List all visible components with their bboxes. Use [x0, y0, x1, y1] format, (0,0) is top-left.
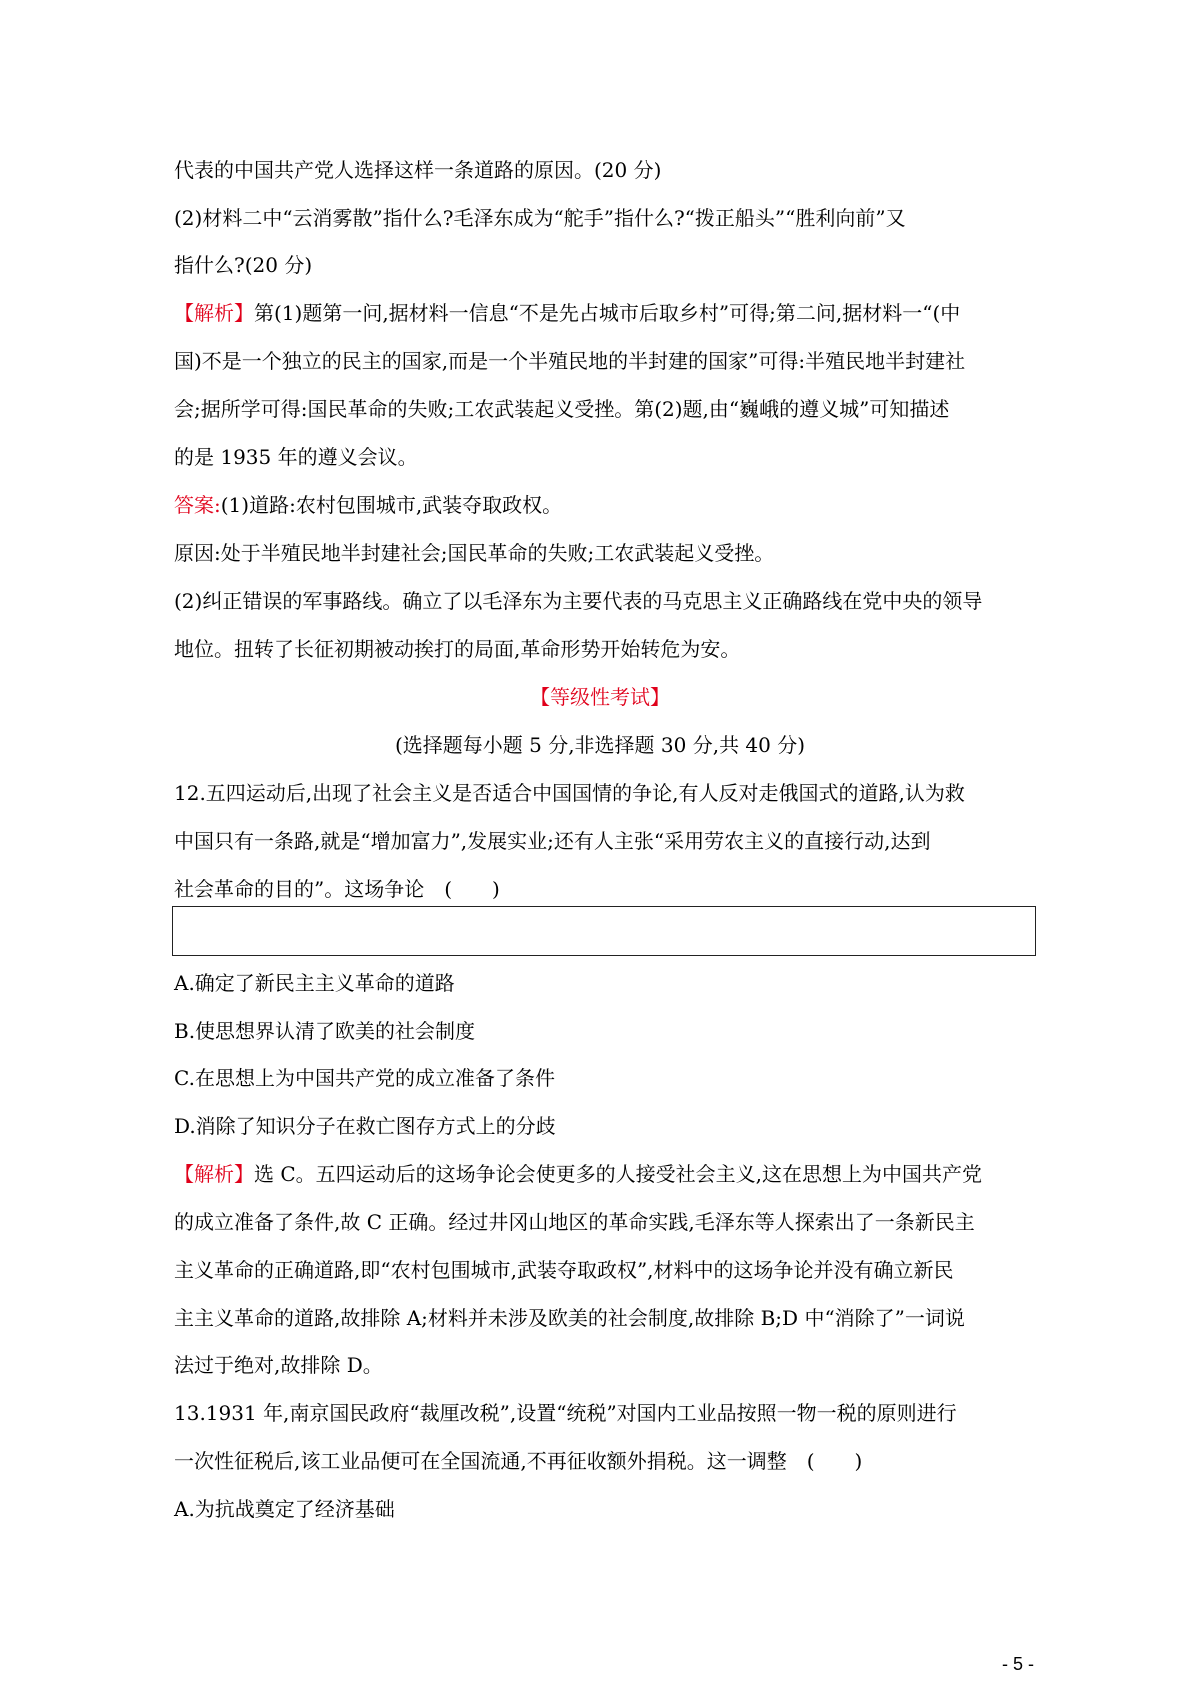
analysis-paragraph	[174, 299, 960, 327]
analysis-text: 法过于绝对,故排除 D。	[174, 1353, 383, 1377]
answer-text: 原因:处于半殖民地半封建社会;国民革命的失败;工农武装起义受挫。	[174, 541, 775, 565]
question-text: 代表的中国共产党人选择这样一条道路的原因。(20 分)	[174, 158, 662, 182]
option-a: A.确定了新民主主义革命的道路	[174, 971, 455, 995]
question-text: 一次性征税后,该工业品便可在全国流通,不再征收额外捐税。这一调整 ( )	[174, 1449, 863, 1473]
answer-paragraph	[174, 491, 562, 519]
question-text: 社会革命的目的”。这场争论 ( )	[174, 877, 500, 901]
option-d: D.消除了知识分子在救亡图存方式上的分歧	[174, 1114, 556, 1138]
answer-text: (1)道路:农村包围城市,武装夺取政权。	[220, 493, 563, 517]
analysis-label: 【解析】	[174, 301, 254, 325]
option-b: B.使思想界认清了欧美的社会制度	[174, 1019, 476, 1043]
question-text: 中国只有一条路,就是“增加富力”,发展实业;还有人主张“采用劳农主义的直接行动,达到	[174, 829, 931, 853]
analysis-text: 第(1)题第一问,据材料一信息“不是先占城市后取乡村”可得;第二问,据材料一“(中	[254, 301, 961, 325]
answer-text: (2)纠正错误的军事路线。确立了以毛泽东为主要代表的马克思主义正确路线在党中央的领导	[174, 589, 983, 613]
question-text: (2)材料二中“云消雾散”指什么?毛泽东成为“舵手”指什么?“拨正船头”“胜利向前”又	[174, 206, 906, 230]
analysis-text: 主义革命的正确道路,即“农村包围城市,武装夺取政权”,材料中的这场争论并没有确立新民	[174, 1258, 954, 1282]
answer-text: 地位。扭转了长征初期被动挨打的局面,革命形势开始转危为安。	[174, 637, 741, 661]
option-c: C.在思想上为中国共产党的成立准备了条件	[174, 1066, 555, 1090]
question-text: 12.五四运动后,出现了社会主义是否适合中国国情的争论,有人反对走俄国式的道路,认为救	[174, 781, 965, 805]
analysis-text: 国)不是一个独立的民主的国家,而是一个半殖民地的半封建的国家”可得:半殖民地半封建社	[174, 349, 966, 373]
answer-box[interactable]	[172, 906, 1036, 956]
question-text: 13.1931 年,南京国民政府“裁厘改税”,设置“统税”对国内工业品按照一物一税的原则进行	[174, 1401, 957, 1425]
analysis-text: 主主义革命的道路,故排除 A;材料并未涉及欧美的社会制度,故排除 B;D 中“消除了”一词说	[174, 1306, 965, 1330]
analysis-text: 选 C。五四运动后的这场争论会使更多的人接受社会主义,这在思想上为中国共产党	[254, 1162, 983, 1186]
answer-label: 答案:	[174, 493, 221, 517]
option-a: A.为抗战奠定了经济基础	[174, 1497, 395, 1521]
section-title: 【等级性考试】	[530, 685, 670, 709]
analysis-text: 会;据所学可得:国民革命的失败;工农武装起义受挫。第(2)题,由“巍峨的遵义城”可知描述	[174, 397, 950, 421]
question-text: 指什么?(20 分)	[174, 253, 313, 277]
analysis-text: 的成立准备了条件,故 C 正确。经过井冈山地区的革命实践,毛泽东等人探索出了一条新民主	[174, 1210, 975, 1234]
analysis-label: 【解析】	[174, 1162, 254, 1186]
analysis-text: 的是 1935 年的遵义会议。	[174, 445, 418, 469]
analysis-paragraph	[174, 1160, 982, 1188]
section-subtitle: (选择题每小题 5 分,非选择题 30 分,共 40 分)	[394, 733, 806, 757]
page-number: - 5 -	[1001, 1654, 1034, 1674]
